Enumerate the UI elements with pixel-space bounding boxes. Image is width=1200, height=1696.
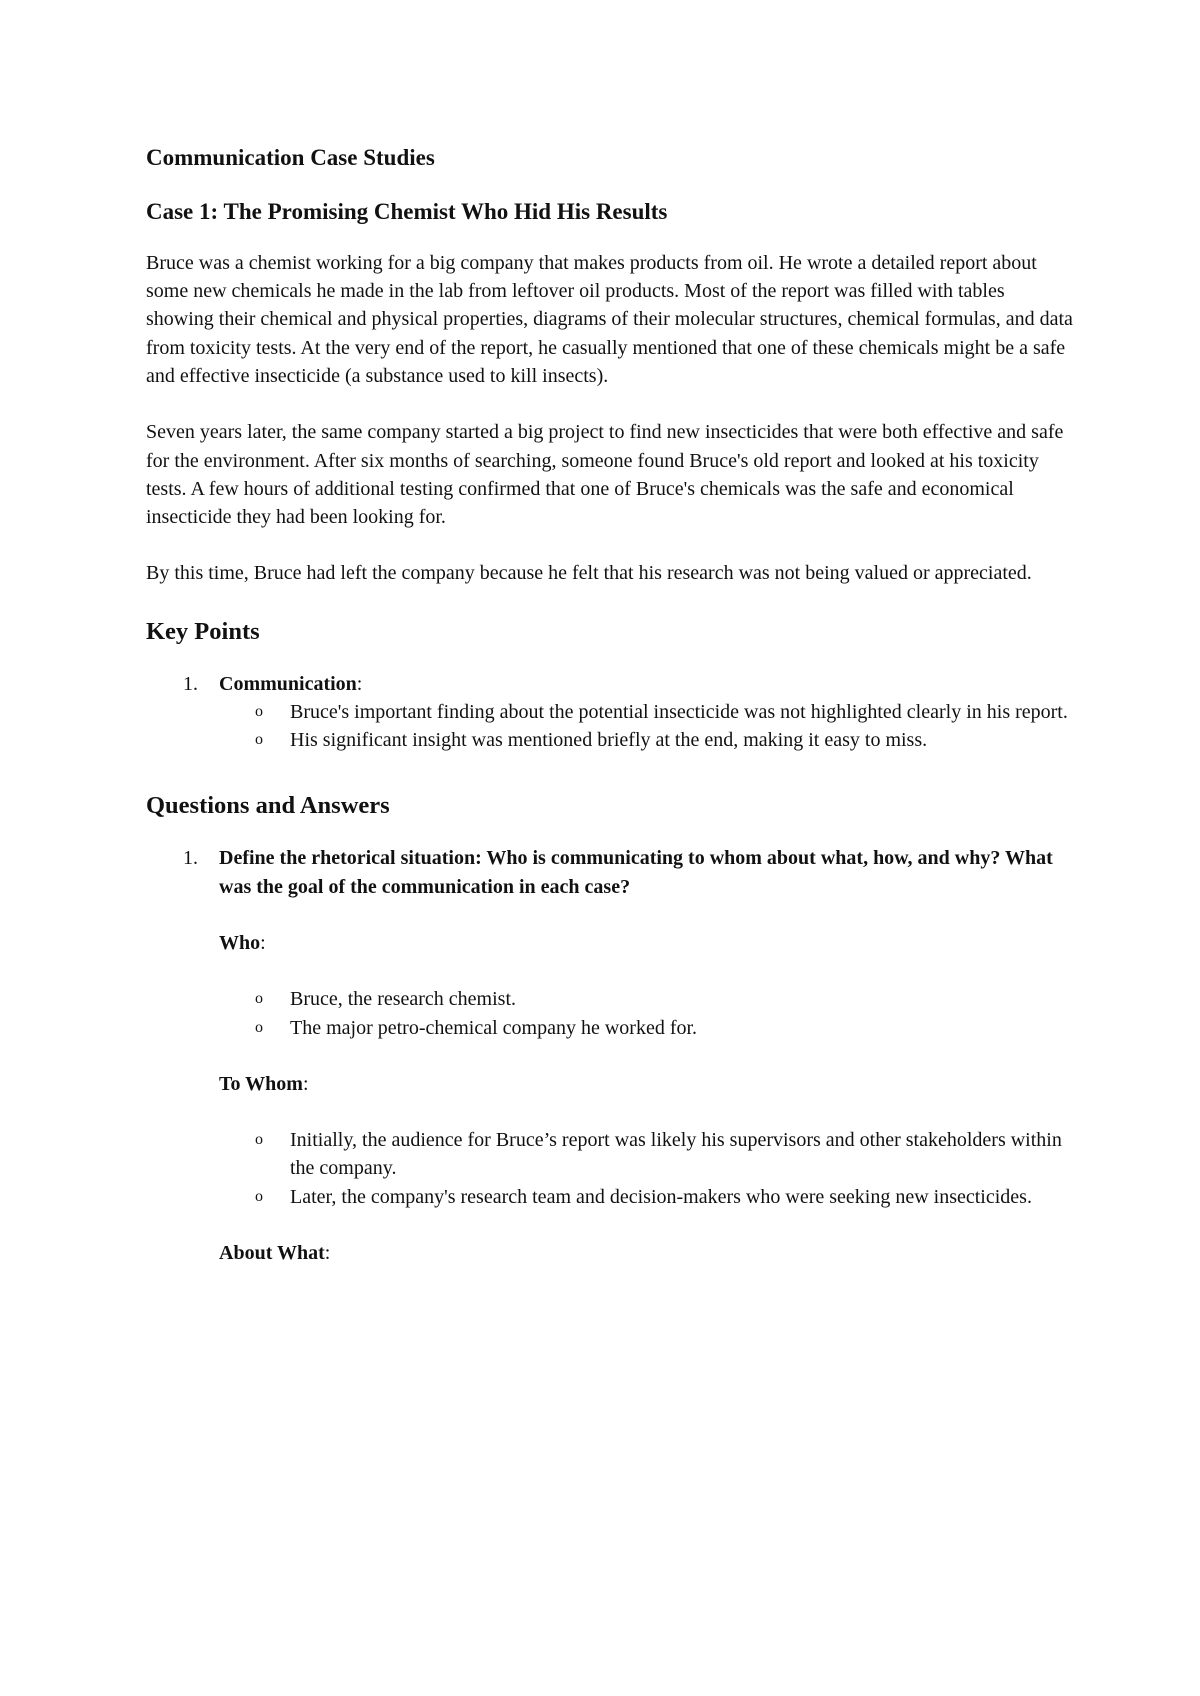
label-colon: : bbox=[356, 672, 363, 695]
list-item bbox=[146, 1014, 1076, 1042]
key-point-bullets bbox=[219, 698, 1076, 755]
bullet-text: Bruce's important finding about the potential insecticide was not highlighted clearly in his report. bbox=[290, 700, 1068, 723]
bullet-icon: o bbox=[255, 990, 263, 1008]
bullet-text: Later, the company's research team and decision-makers who were seeking new insecticides. bbox=[290, 1185, 1032, 1208]
question-item bbox=[146, 844, 1076, 1267]
about-what-label: About What: bbox=[219, 1242, 331, 1264]
key-point-item bbox=[146, 670, 1076, 755]
list-item bbox=[146, 726, 1076, 754]
paragraph-1: Bruce was a chemist working for a big company that makes products from oil. He wrote a detailed report about some new chemicals he made in the lab from leftover oil products. Most of the report was filled with tables showing their chemical and physical properties, diagrams of their molecular structures, chemical formulas, and data from toxicity tests. At the very end of the report, he casually mentioned that one of these chemicals might be a safe and effective insecticide (a substance used to kill insects). bbox=[146, 251, 1073, 387]
key-points-heading: Key Points bbox=[146, 617, 260, 645]
paragraph-2: Seven years later, the same company started a big project to find new insecticides that were both effective and safe for the environment. After six months of searching, someone found Bruce's old report and looked at his toxicity tests. A few hours of additional testing confirmed that one of Bruce's chemicals was the safe and economical insecticide they had been looking for. bbox=[146, 421, 1064, 529]
bullet-icon: o bbox=[255, 702, 263, 720]
to-whom-bullets bbox=[219, 1126, 1076, 1211]
list-item bbox=[146, 985, 1076, 1013]
bullet-icon: o bbox=[255, 1187, 263, 1205]
question-text: Define the rhetorical situation: Who is communicating to whom about what, how, and why? What was the goal of the communication in each case? bbox=[219, 847, 1053, 898]
list-item bbox=[146, 698, 1076, 726]
qa-heading: Questions and Answers bbox=[146, 792, 390, 820]
bullet-text: Initially, the audience for Bruce’s report was likely his supervisors and other stakeholders within the company. bbox=[290, 1129, 1062, 1180]
list-number: 1. bbox=[183, 847, 198, 870]
bullet-icon: o bbox=[255, 1131, 263, 1149]
document-title: Communication Case Studies bbox=[146, 145, 435, 170]
list-number: 1. bbox=[183, 672, 198, 695]
bullet-text: Bruce, the research chemist. bbox=[290, 988, 517, 1011]
case-title: Case 1: The Promising Chemist Who Hid His Results bbox=[146, 198, 668, 224]
document-page bbox=[146, 143, 1076, 1295]
qa-list bbox=[146, 844, 1076, 1267]
bullet-icon: o bbox=[255, 1018, 263, 1036]
bullet-text: The major petro-chemical company he worked for. bbox=[290, 1016, 698, 1039]
bullet-text: His significant insight was mentioned briefly at the end, making it easy to miss. bbox=[290, 729, 928, 752]
list-item bbox=[146, 1183, 1076, 1211]
paragraph-3: By this time, Bruce had left the company because he felt that his research was not being valued or appreciated. bbox=[146, 562, 1032, 585]
to-whom-label: To Whom: bbox=[219, 1072, 309, 1095]
bullet-icon: o bbox=[255, 731, 263, 749]
key-point-label: Communication bbox=[219, 672, 357, 695]
list-item bbox=[146, 1126, 1076, 1183]
who-label: Who: bbox=[219, 931, 266, 954]
key-points-list bbox=[146, 670, 1076, 755]
who-bullets bbox=[219, 985, 1076, 1042]
